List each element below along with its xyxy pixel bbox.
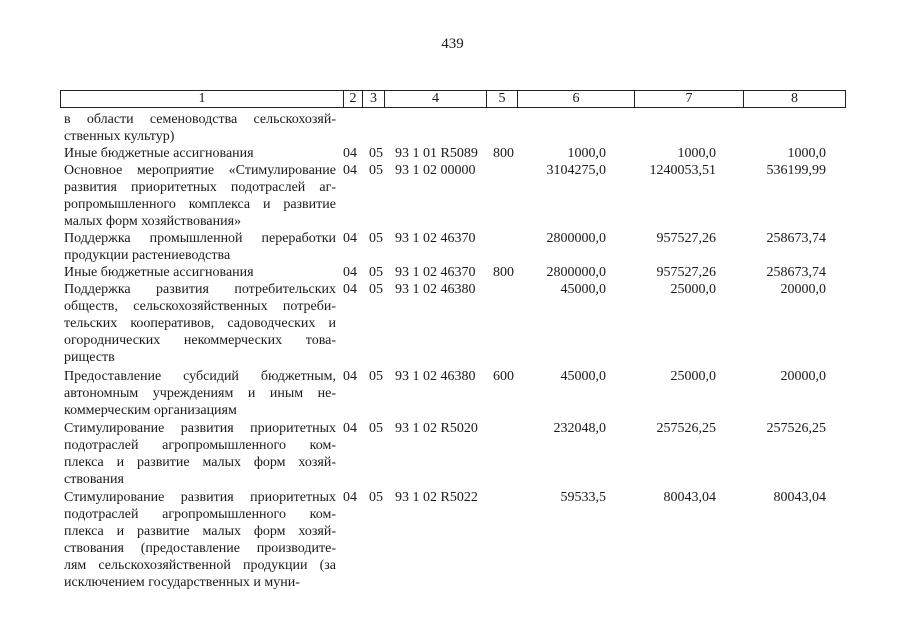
row-name-line: ствования (предоставление производите- bbox=[64, 541, 336, 556]
row-name-line: ропромышленного комплекса и развитие bbox=[64, 197, 336, 212]
cell-c7: 25000,0 bbox=[670, 282, 716, 297]
header-col-5: 5 bbox=[487, 91, 518, 107]
cell-c6: 2800000,0 bbox=[546, 231, 606, 246]
cell-c8: 258673,74 bbox=[766, 265, 826, 280]
header-col-4: 4 bbox=[385, 91, 487, 107]
cell-c3: 05 bbox=[369, 265, 383, 280]
cell-c2: 04 bbox=[343, 265, 357, 280]
cell-c2: 04 bbox=[343, 421, 357, 436]
cell-c4: 93 1 01 R5089 bbox=[395, 146, 478, 161]
row-name-line: обществ, сельскохозяйственных потреби- bbox=[64, 299, 336, 314]
cell-c4: 93 1 02 46370 bbox=[395, 265, 476, 280]
cell-c4: 93 1 02 R5020 bbox=[395, 421, 478, 436]
cell-c2: 04 bbox=[343, 369, 357, 384]
cell-c2: 04 bbox=[343, 163, 357, 178]
cell-c6: 45000,0 bbox=[560, 369, 606, 384]
row-name-line: плекса и развитие малых форм хозяй- bbox=[64, 524, 336, 539]
cell-c3: 05 bbox=[369, 490, 383, 505]
cell-c6: 2800000,0 bbox=[546, 265, 606, 280]
row-name-line: ственных культур) bbox=[64, 129, 175, 144]
row-name-line: Поддержка развития потребительских bbox=[64, 282, 336, 297]
cell-c8: 258673,74 bbox=[766, 231, 826, 246]
cell-c3: 05 bbox=[369, 282, 383, 297]
cell-c4: 93 1 02 00000 bbox=[395, 163, 476, 178]
row-name-line: огороднических некоммерческих това- bbox=[64, 333, 336, 348]
cell-c5: 800 bbox=[493, 265, 514, 280]
row-name-line: в области семеноводства сельскохозяй- bbox=[64, 112, 336, 127]
row-name-line: ствования bbox=[64, 472, 124, 487]
row-name-line: плекса и развитие малых форм хозяй- bbox=[64, 455, 336, 470]
cell-c7: 1000,0 bbox=[677, 146, 716, 161]
cell-c2: 04 bbox=[343, 490, 357, 505]
row-name-line: малых форм хозяйствования» bbox=[64, 214, 242, 229]
row-name-line: подотраслей агропромышленного ком- bbox=[64, 507, 336, 522]
row-name bbox=[64, 111, 336, 145]
row-name bbox=[64, 281, 336, 366]
row-name-line: коммерческим организациям bbox=[64, 403, 237, 418]
cell-c2: 04 bbox=[343, 231, 357, 246]
row-name-line: Поддержка промышленной переработки bbox=[64, 231, 336, 246]
cell-c2: 04 bbox=[343, 146, 357, 161]
cell-c7: 957527,26 bbox=[656, 231, 716, 246]
cell-c7: 257526,25 bbox=[656, 421, 716, 436]
row-name-line: Стимулирование развития приоритетных bbox=[64, 421, 336, 436]
cell-c2: 04 bbox=[343, 282, 357, 297]
cell-c4: 93 1 02 46370 bbox=[395, 231, 476, 246]
row-name-line: лям сельскохозяйственной продукции (за bbox=[64, 558, 336, 573]
row-name bbox=[64, 368, 336, 419]
row-name-line: исключением государственных и муни- bbox=[64, 575, 300, 590]
header-col-1: 1 bbox=[61, 91, 344, 107]
cell-c8: 536199,99 bbox=[766, 163, 826, 178]
header-col-7: 7 bbox=[635, 91, 744, 107]
cell-c8: 80043,04 bbox=[773, 490, 826, 505]
cell-c4: 93 1 02 46380 bbox=[395, 369, 476, 384]
page-number: 439 bbox=[441, 36, 464, 52]
header-col-3: 3 bbox=[363, 91, 385, 107]
cell-c8: 257526,25 bbox=[766, 421, 826, 436]
row-name bbox=[64, 145, 336, 162]
cell-c6: 59533,5 bbox=[560, 490, 606, 505]
row-name bbox=[64, 230, 336, 264]
row-name bbox=[64, 420, 336, 488]
row-name bbox=[64, 489, 336, 591]
cell-c6: 3104275,0 bbox=[546, 163, 606, 178]
row-name-line: Предоставление субсидий бюджетным, bbox=[64, 369, 336, 384]
header-col-8: 8 bbox=[791, 91, 798, 106]
row-name-line: продукции растениеводства bbox=[64, 248, 231, 263]
row-name-line: риществ bbox=[64, 350, 115, 365]
cell-c3: 05 bbox=[369, 231, 383, 246]
cell-c6: 45000,0 bbox=[560, 282, 606, 297]
cell-c8: 20000,0 bbox=[780, 282, 826, 297]
header-col-2: 2 bbox=[344, 91, 363, 107]
row-name bbox=[64, 264, 336, 281]
row-name-line: автономным учреждениям и иным не- bbox=[64, 386, 336, 401]
row-name-line: Стимулирование развития приоритетных bbox=[64, 490, 336, 505]
cell-c8: 20000,0 bbox=[780, 369, 826, 384]
cell-c7: 25000,0 bbox=[670, 369, 716, 384]
row-name-line: Иные бюджетные ассигнования bbox=[64, 265, 254, 280]
row-name-line: подотраслей агропромышленного ком- bbox=[64, 438, 336, 453]
row-name-line: тельских кооперативов, садоводческих и bbox=[64, 316, 336, 331]
cell-c7: 957527,26 bbox=[656, 265, 716, 280]
cell-c3: 05 bbox=[369, 163, 383, 178]
row-name bbox=[64, 162, 336, 230]
cell-c5: 600 bbox=[493, 369, 514, 384]
cell-c3: 05 bbox=[369, 369, 383, 384]
cell-c8: 1000,0 bbox=[787, 146, 826, 161]
row-name-line: развития приоритетных подотраслей аг- bbox=[64, 180, 336, 195]
cell-c5: 800 bbox=[493, 146, 514, 161]
row-name-line: Основное мероприятие «Стимулирование bbox=[64, 163, 336, 178]
cell-c7: 80043,04 bbox=[663, 490, 716, 505]
table-header bbox=[60, 90, 846, 108]
row-name-line: Иные бюджетные ассигнования bbox=[64, 146, 254, 161]
cell-c7: 1240053,51 bbox=[649, 163, 716, 178]
cell-c4: 93 1 02 R5022 bbox=[395, 490, 478, 505]
cell-c6: 1000,0 bbox=[567, 146, 606, 161]
cell-c3: 05 bbox=[369, 421, 383, 436]
cell-c4: 93 1 02 46380 bbox=[395, 282, 476, 297]
cell-c6: 232048,0 bbox=[553, 421, 606, 436]
cell-c3: 05 bbox=[369, 146, 383, 161]
header-col-6: 6 bbox=[518, 91, 635, 107]
